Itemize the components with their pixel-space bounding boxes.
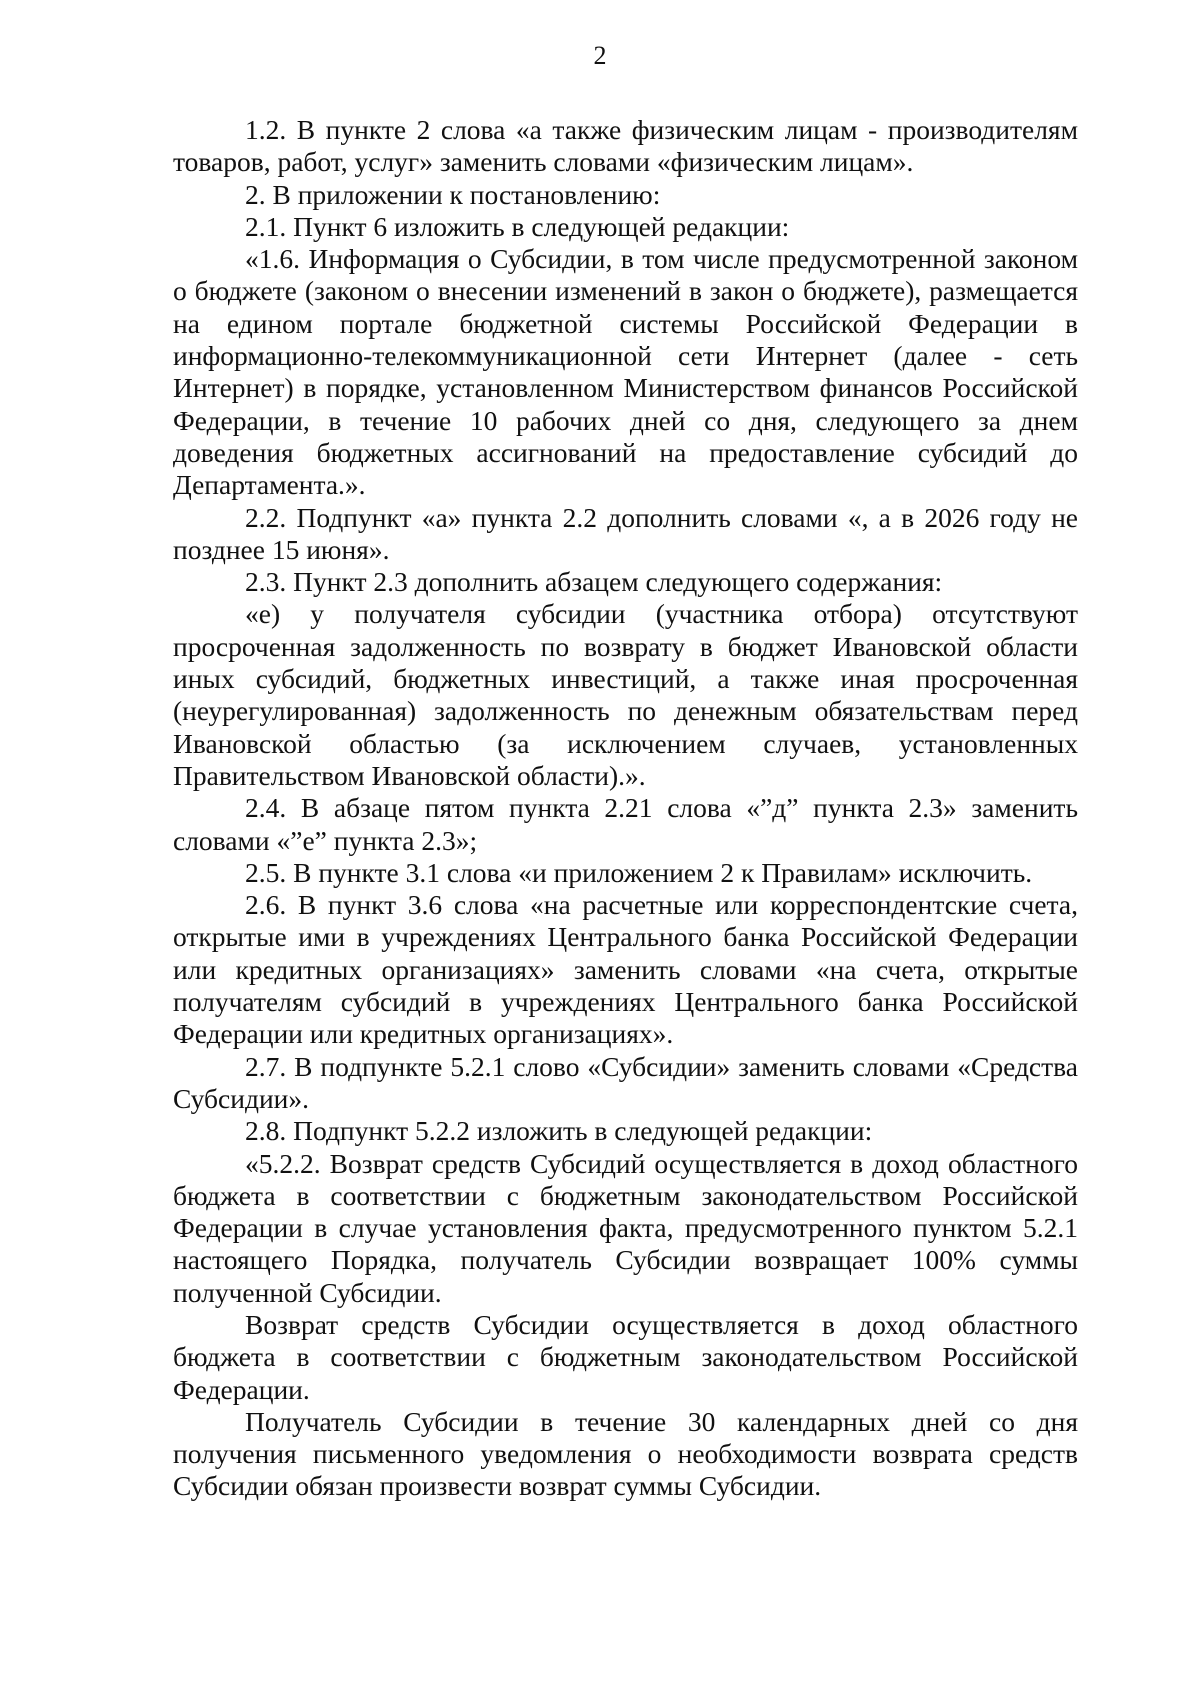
paragraph-subitem-e-quote: «е) у получателя субсидии (участника отбора) отсутствуют просроченная задолженность по возврату в бюджет Ивановской области иных субсидий, бюджетных инвестиций, а также иная просроченная (неурегулированная) задолженность по денежным обязательствам перед Ивановской областью (за исключением случаев, установленных Правительством Ивановской области).». — [173, 598, 1078, 791]
paragraph-2-7: 2.7. В подпункте 5.2.1 слово «Субсидии» заменить словами «Средства Субсидии». — [173, 1050, 1078, 1114]
paragraph-1-2: 1.2. В пункте 2 слова «а также физическим лицам - производителям товаров, работ, услуг» заменить словами «физическим лицам». — [173, 114, 1078, 178]
paragraph-refund-budget: Возврат средств Субсидии осуществляется в доход областного бюджета в соответствии с бюджетным законодательством Российской Федерации. — [173, 1308, 1078, 1405]
paragraph-2-3: 2.3. Пункт 2.3 дополнить абзацем следующего содержания: — [245, 566, 943, 598]
paragraph-2-1: 2.1. Пункт 6 изложить в следующей редакции: — [245, 210, 790, 242]
paragraph-2-4: 2.4. В абзаце пятом пункта 2.21 слова «”д” пункта 2.3» заменить словами «”е” пункта 2.3»; — [173, 792, 1078, 856]
page-number: 2 — [593, 41, 607, 70]
paragraph-2: 2. В приложении к постановлению: — [245, 178, 661, 210]
paragraph-2-6: 2.6. В пункт 3.6 слова «на расчетные или корреспондентские счета, открытые ими в учреждениях Центрального банка Российской Федерации или кредитных организациях» заменить словами «на счета, открытые получателям субсидий в учреждениях Центрального банка Российской Федерации или кредитных организациях». — [173, 889, 1078, 1050]
document-body — [173, 114, 1078, 1503]
paragraph-2-5: 2.5. В пункте 3.1 слова «и приложением 2 к Правилам» исключить. — [245, 856, 1033, 888]
paragraph-5-2-2-quote: «5.2.2. Возврат средств Субсидий осуществляется в доход областного бюджета в соответствии с бюджетным законодательством Российской Федерации в случае установления факта, предусмотренного пунктом 5.2.1 настоящего Порядка, получатель Субсидии возвращает 100% суммы полученной Субсидии. — [173, 1147, 1078, 1308]
paragraph-1-6-quote: «1.6. Информация о Субсидии, в том числе предусмотренной законом о бюджете (законом о внесении изменений в закон о бюджете), размещается на едином портале бюджетной системы Российской Федерации в информационно-телекоммуникационной сети Интернет (далее - сеть Интернет) в порядке, установленном Министерством финансов Российской Федерации, в течение 10 рабочих дней со дня, следующего за днем доведения бюджетных ассигнований на предоставление субсидий до Департамента.». — [173, 243, 1078, 501]
paragraph-2-8: 2.8. Подпункт 5.2.2 изложить в следующей редакции: — [245, 1115, 873, 1147]
paragraph-refund-deadline: Получатель Субсидии в течение 30 календарных дней со дня получения письменного уведомления о необходимости возврата средств Субсидии обязан произвести возврат суммы Субсидии. — [173, 1405, 1078, 1502]
paragraph-2-2: 2.2. Подпункт «а» пункта 2.2 дополнить словами «, а в 2026 году не позднее 15 июня». — [173, 501, 1078, 565]
